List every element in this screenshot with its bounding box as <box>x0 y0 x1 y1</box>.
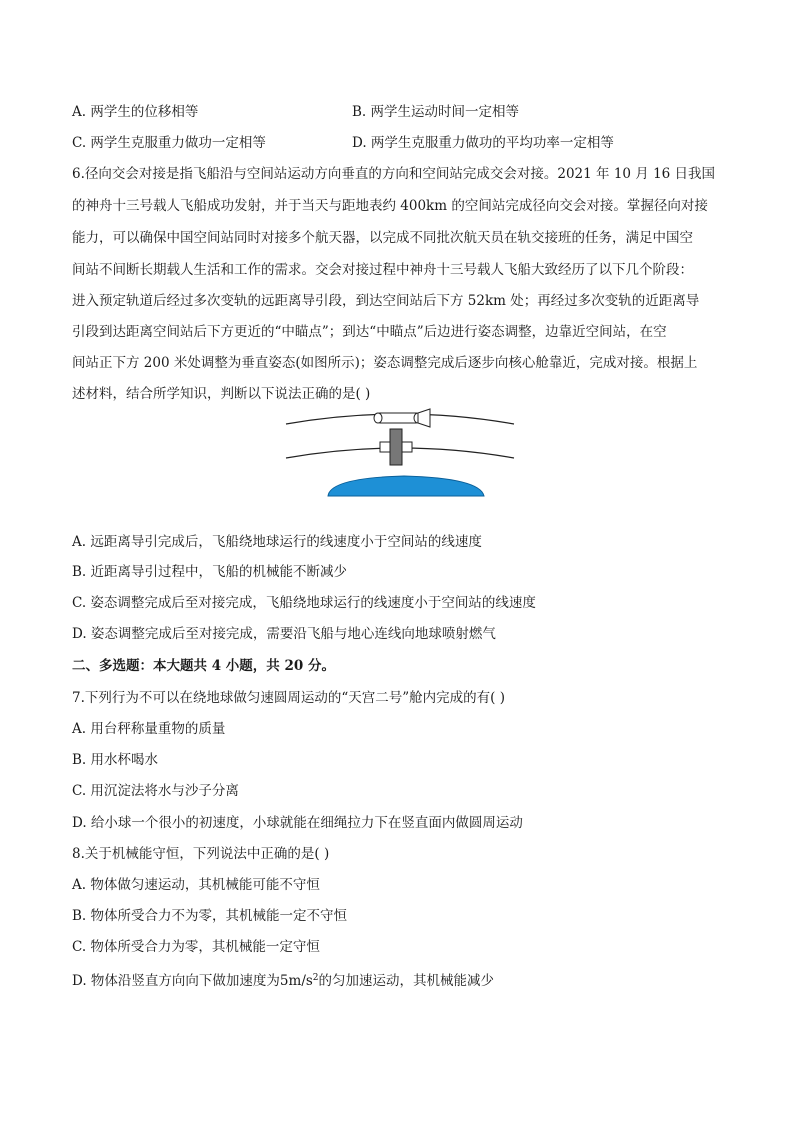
q8-option-c: C. 物体所受合力为零，其机械能一定守恒 <box>72 939 320 955</box>
q8-option-d-text-end: 的匀加速运动，其机械能减少 <box>318 973 495 989</box>
q6-option-c: C. 姿态调整完成后至对接完成，飞船绕地球运行的线速度小于空间站的线速度 <box>72 595 536 611</box>
q6-stem-line-6: 引段到达距离空间站后下方更近的“中瞄点”；到达“中瞄点”后边进行姿态调整，边靠近空间站，在空 <box>72 324 667 340</box>
q8-option-d <box>72 968 494 991</box>
q7-option-b: B. 用水杯喝水 <box>72 752 159 768</box>
q6-stem-line-1: 6.径向交会对接是指飞船沿与空间站运动方向垂直的方向和空间站完成交会对接。2021 年 10 月 16 日我国 <box>72 166 716 182</box>
section-2-heading: 二、多选题：本大题共 4 小题，共 20 分。 <box>72 658 335 674</box>
q8-option-b: B. 物体所受合力不为零，其机械能一定不守恒 <box>72 908 348 924</box>
q6-option-b: B. 近距离导引过程中，飞船的机械能不断减少 <box>72 564 348 580</box>
q8-option-d-text: D. 物体沿竖直方向向下做加速度为5m/s <box>72 973 313 989</box>
q8-option-d-exponent: 2 <box>312 973 319 983</box>
earth-cap <box>328 476 484 496</box>
space-station-icon <box>374 409 430 427</box>
q7-option-a: A. 用台秤称量重物的质量 <box>72 721 226 737</box>
q6-stem-line-5: 进入预定轨道后经过多次变轨的远距离导引段，到达空间站后下方 52km 处；再经过多次变轨的近距离导 <box>72 293 700 309</box>
q5-option-d: D. 两学生克服重力做功的平均功率一定相等 <box>352 135 614 151</box>
q8-option-a: A. 物体做匀速运动，其机械能可能不守恒 <box>72 877 320 893</box>
docking-diagram <box>280 408 520 500</box>
q5-option-a: A. 两学生的位移相等 <box>72 104 199 120</box>
q6-stem-line-8: 述材料，结合所学知识，判断以下说法正确的是( ) <box>72 386 371 402</box>
q6-stem-line-3: 能力，可以确保中国空间站同时对接多个航天器，以完成不同批次航天员在轨交接班的任务，满足中国空 <box>72 230 693 246</box>
q5-option-c: C. 两学生克服重力做功一定相等 <box>72 135 266 151</box>
q6-stem-line-2: 的神舟十三号载人飞船成功发射，并于当天与距地表约 400km 的空间站完成径向交会对接。掌握径向对接 <box>72 198 708 214</box>
q5-option-b: B. 两学生运动时间一定相等 <box>352 104 520 120</box>
q6-stem-line-4: 间站不间断长期载人生活和工作的需求。交会对接过程中神舟十三号载人飞船大致经历了以下几个阶段： <box>72 262 693 278</box>
q6-stem-line-7: 间站正下方 200 米处调整为垂直姿态(如图所示)；姿态调整完成后逐步向核心舱靠近，完成对接。根据上 <box>72 355 698 371</box>
q8-stem: 8.关于机械能守恒，下列说法中正确的是( ) <box>72 846 330 862</box>
q6-option-d: D. 姿态调整完成后至对接完成，需要沿飞船与地心连线向地球喷射燃气 <box>72 626 496 642</box>
q6-option-a: A. 远距离导引完成后，飞船绕地球运行的线速度小于空间站的线速度 <box>72 534 482 550</box>
spacecraft-icon <box>380 429 412 465</box>
q7-option-d: D. 给小球一个很小的初速度，小球就能在细绳拉力下在竖直面内做圆周运动 <box>72 815 523 831</box>
q7-option-c: C. 用沉淀法将水与沙子分离 <box>72 783 239 799</box>
q7-stem: 7.下列行为不可以在绕地球做匀速圆周运动的“天宫二号”舱内完成的有( ) <box>72 690 506 706</box>
